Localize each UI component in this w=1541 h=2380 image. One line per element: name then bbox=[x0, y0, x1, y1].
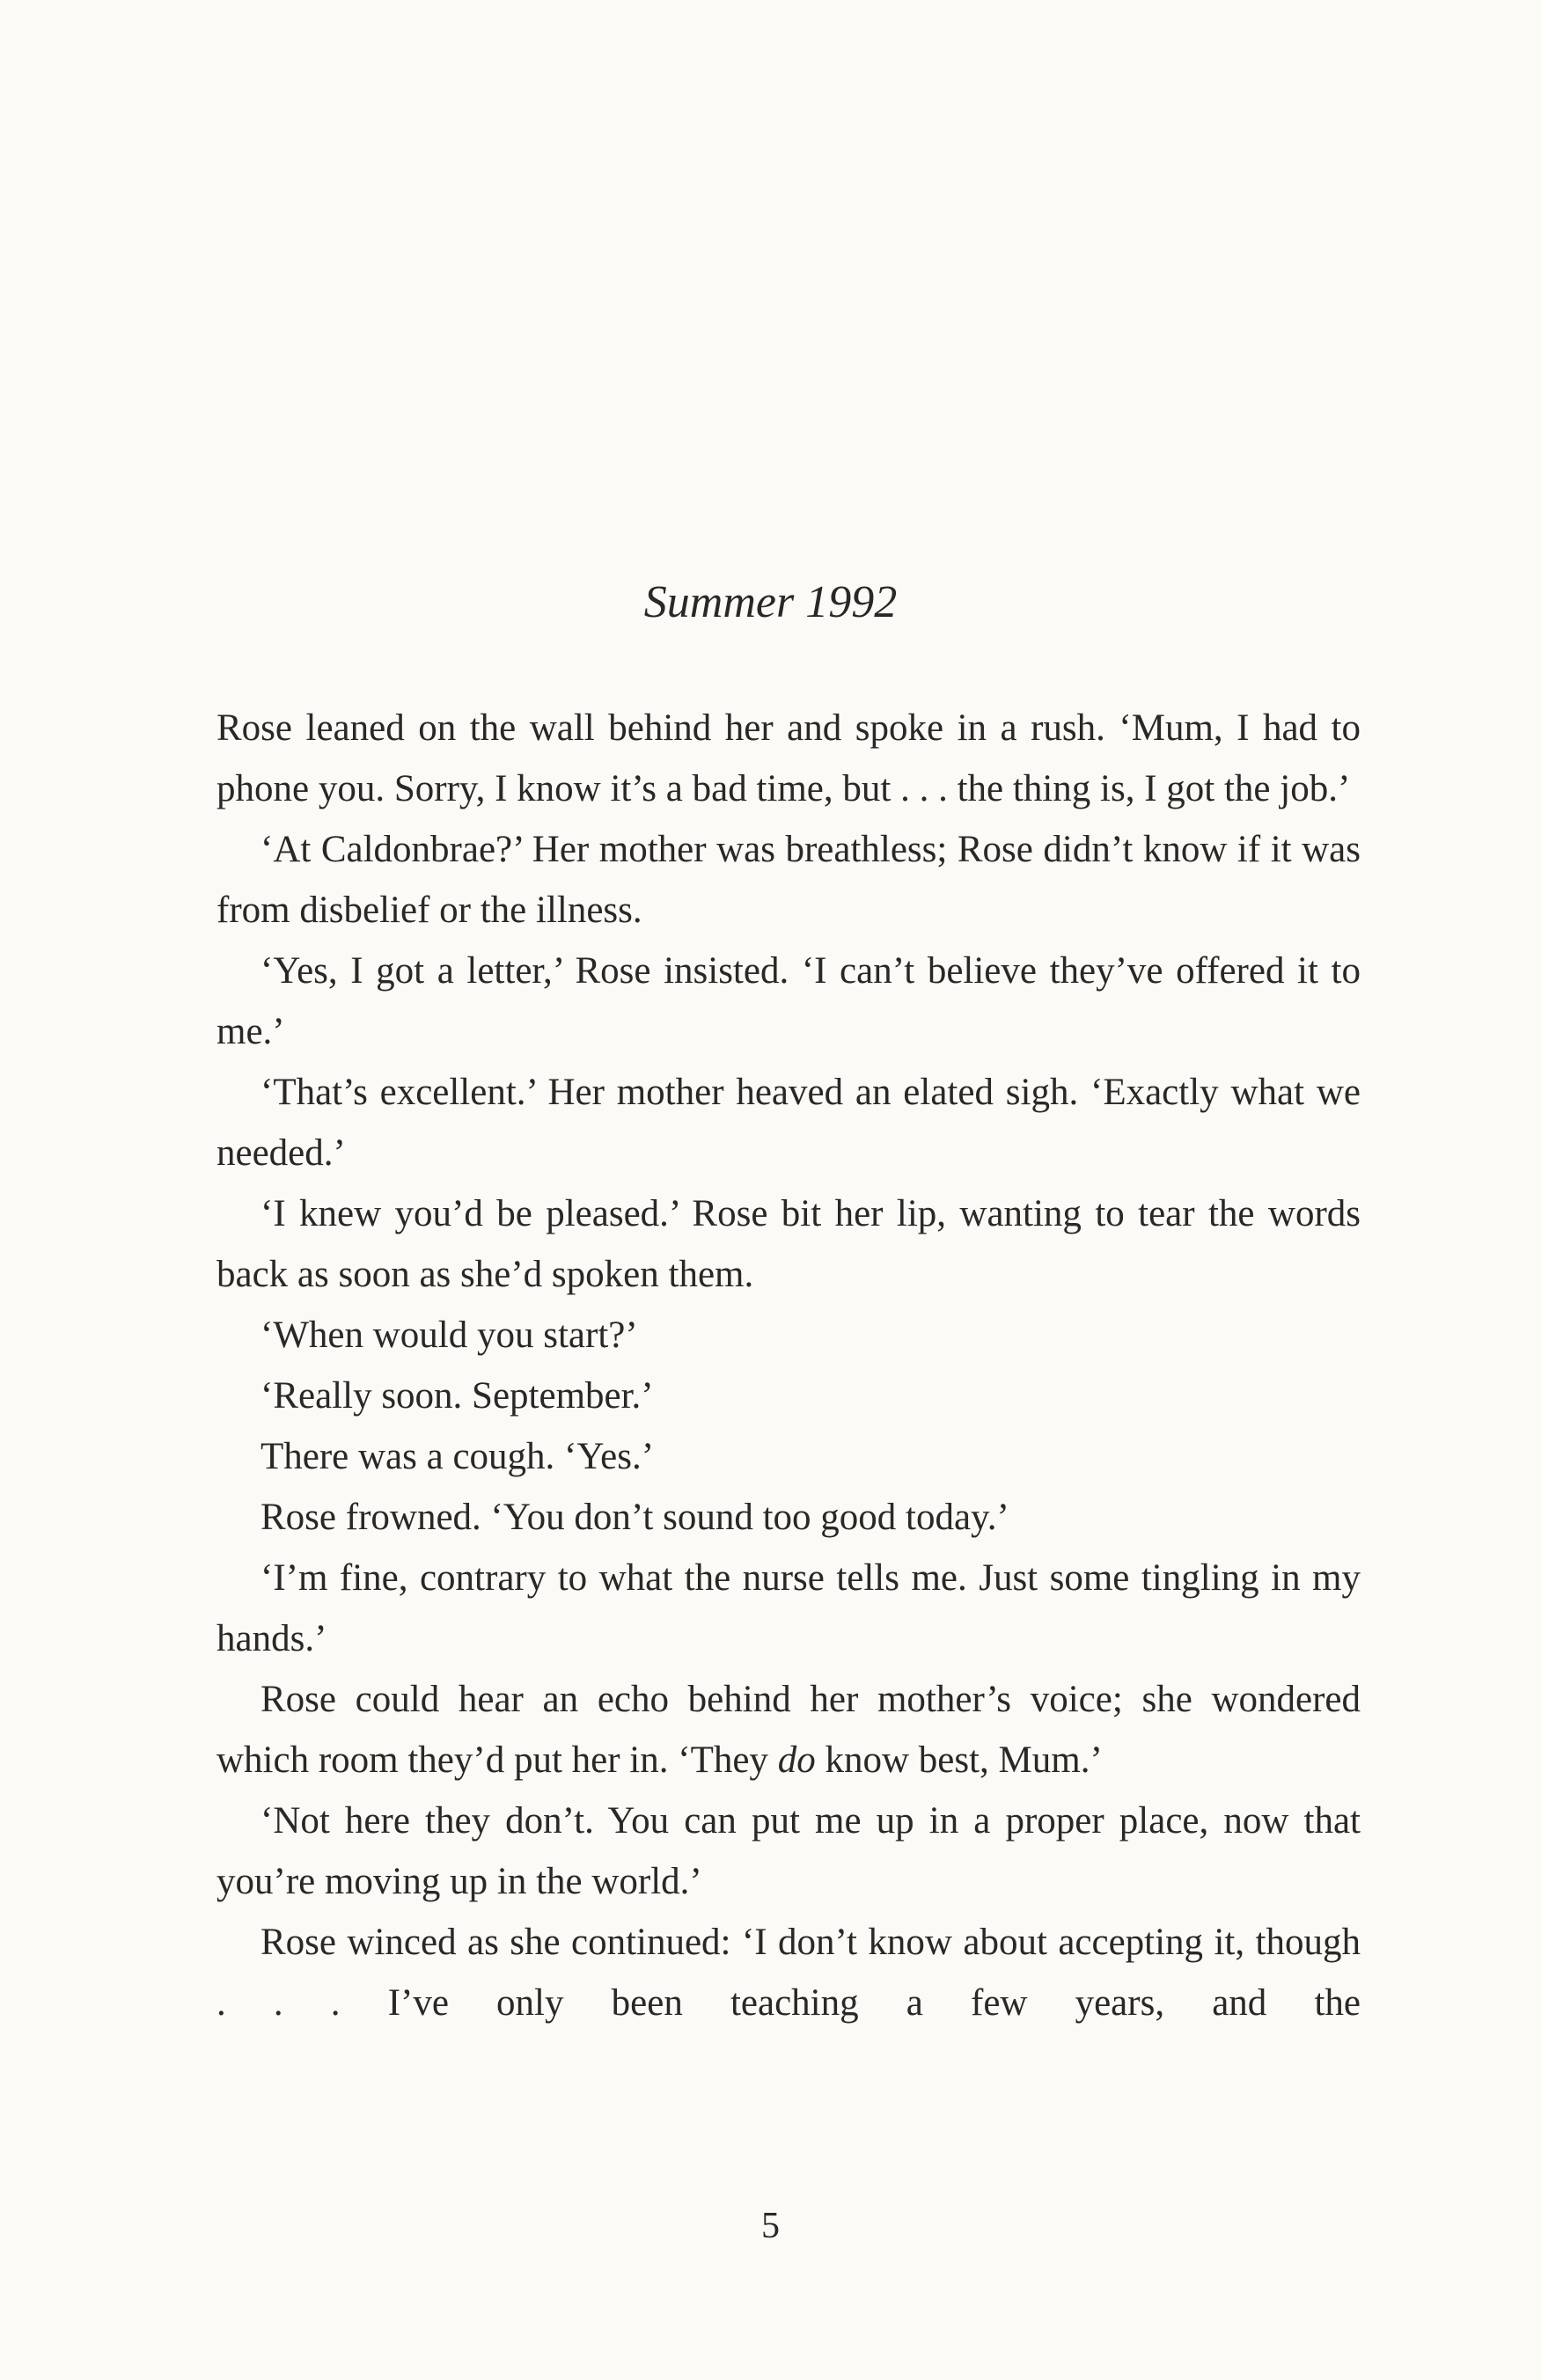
paragraph bbox=[216, 941, 1361, 1062]
paragraph bbox=[216, 1426, 1361, 1487]
paragraph bbox=[216, 1487, 1361, 1548]
paragraph bbox=[216, 819, 1361, 941]
paragraph bbox=[216, 1366, 1361, 1426]
chapter-heading: Summer 1992 bbox=[643, 577, 898, 627]
page-number: 5 bbox=[761, 2206, 780, 2246]
paragraph-text: Rose winced as she continued: ‘I don’t know about accepting it, though . . . I’ve only been teaching a few years, and the bbox=[216, 1922, 1361, 2024]
paragraph-text: Rose frowned. ‘You don’t sound too good today.’ bbox=[261, 1497, 1009, 1538]
paragraph-text: ‘I’m fine, contrary to what the nurse tells me. Just some tingling in my hands.’ bbox=[216, 1557, 1361, 1659]
paragraph-text: ‘At Caldonbrae?’ Her mother was breathless; Rose didn’t know if it was from disbelief or the illness. bbox=[216, 829, 1361, 931]
paragraph bbox=[216, 1912, 1361, 2033]
paragraph bbox=[216, 1548, 1361, 1669]
paragraph-text: Rose leaned on the wall behind her and spoke in a rush. ‘Mum, I had to phone you. Sorry, I know it’s a bad time, but . . . the thing is, I got the job.’ bbox=[216, 707, 1361, 809]
paragraph bbox=[216, 1305, 1361, 1366]
paragraph bbox=[216, 1062, 1361, 1183]
paragraph bbox=[216, 1183, 1361, 1305]
paragraph-text: know best, Mum.’ bbox=[815, 1739, 1103, 1781]
paragraph-text: ‘That’s excellent.’ Her mother heaved an elated sigh. ‘Exactly what we needed.’ bbox=[216, 1072, 1361, 1174]
paragraph bbox=[216, 1669, 1361, 1790]
paragraph bbox=[216, 1790, 1361, 1912]
paragraph-text: ‘I knew you’d be pleased.’ Rose bit her lip, wanting to tear the words back as soon as she’d spoken them. bbox=[216, 1193, 1361, 1295]
paragraph-text: Rose could hear an echo behind her mother’s voice; she wondered which room they’d put her in. ‘They bbox=[216, 1679, 1361, 1781]
emphasis-text: do bbox=[777, 1739, 816, 1781]
paragraph-text: ‘Not here they don’t. You can put me up in a proper place, now that you’re moving up in the world.’ bbox=[216, 1800, 1361, 1902]
body-text bbox=[216, 698, 1361, 2033]
paragraph-text: ‘When would you start?’ bbox=[261, 1314, 638, 1356]
paragraph-text: ‘Yes, I got a letter,’ Rose insisted. ‘I can’t believe they’ve offered it to me.’ bbox=[216, 950, 1361, 1052]
paragraph bbox=[216, 698, 1361, 819]
paragraph-text: ‘Really soon. September.’ bbox=[261, 1375, 654, 1417]
paragraph-text: There was a cough. ‘Yes.’ bbox=[261, 1436, 655, 1477]
